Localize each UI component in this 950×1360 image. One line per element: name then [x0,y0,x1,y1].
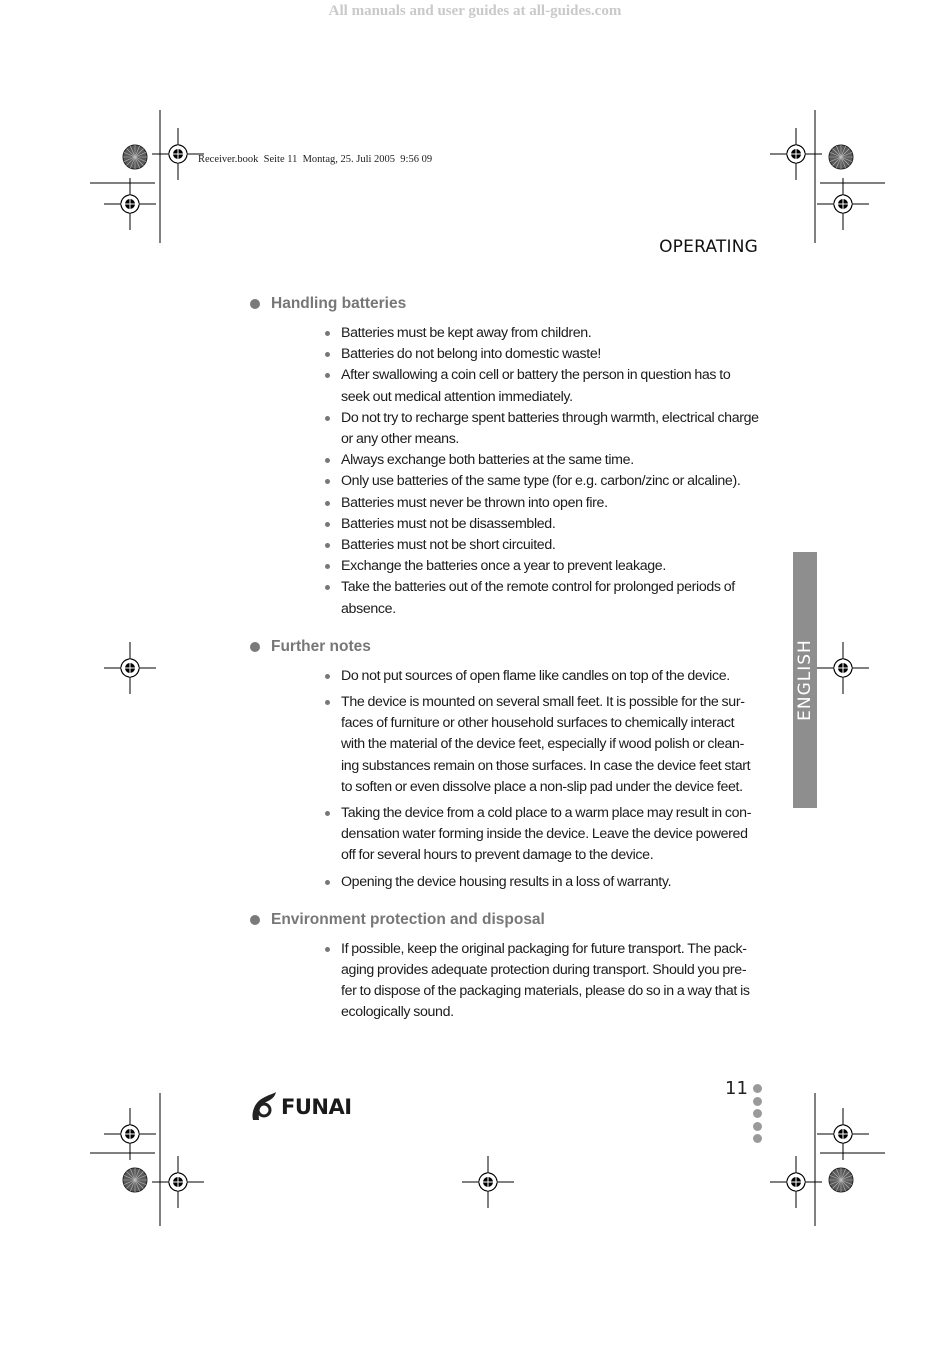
page-number: 11 [725,1078,748,1099]
section-heading [250,293,760,315]
bullet-icon [325,373,330,378]
bullet-icon [325,564,330,569]
language-tab [793,552,817,808]
heading-text: Handling batteries [271,295,407,312]
logo-text: FUNAI [281,1095,352,1119]
page-dots-decoration [753,1084,762,1147]
bullet-icon [325,501,330,506]
section-heading [250,909,760,931]
list-item: Exchange the batteries once a year to prevent leakage. [341,556,760,577]
list-item: After swallowing a coin cell or battery the person in question has to seek out medical attention immediately. [341,365,760,407]
section-handling-batteries [250,293,760,620]
bullet-icon [325,479,330,484]
section-title: OPERATING [659,237,758,257]
bullet-list [250,323,760,620]
book-info: Receiver.book Seite 11 Montag, 25. Juli 2005 9:56 09 [198,154,433,165]
bullet-icon [325,811,330,816]
list-item: Batteries must be kept away from children. [341,323,760,344]
list-item: Batteries must not be disassembled. [341,514,760,535]
list-item: Do not try to recharge spent batteries through warmth, electrical charge or any other means. [341,408,760,450]
list-item: Opening the device housing results in a loss of warranty. [341,872,760,893]
main-content [250,293,760,1040]
bullet-icon [325,674,330,679]
bullet-icon [325,700,330,705]
list-item: Always exchange both batteries at the same time. [341,450,760,471]
section-heading [250,636,760,658]
bullet-icon [325,947,330,952]
language-tab-label: ENGLISH [795,639,815,721]
bullet-icon [325,543,330,548]
list-item: Take the batteries out of the remote control for prolonged periods of absence. [341,577,760,619]
bullet-icon [325,880,330,885]
heading-text: Further notes [271,637,371,655]
heading-bullet-icon [250,642,260,652]
funai-logo-icon [249,1090,279,1124]
bullet-icon [325,331,330,336]
section-further-notes [250,636,760,893]
list-item: Batteries must not be short circuited. [341,535,760,556]
bullet-icon [325,522,330,527]
watermark: All manuals and user guides at all-guides.com [328,3,622,19]
bullet-icon [325,352,330,357]
list-item: Batteries do not belong into domestic waste! [341,344,760,365]
funai-logo [249,1090,352,1124]
bullet-icon [325,416,330,421]
list-item: Only use batteries of the same type (for e.g. carbon/zinc or alcaline). [341,471,760,492]
list-item: Taking the device from a cold place to a warm place may result in con-densation water forming inside the device. Leave the device powered off for several hours to prevent damage to the device. [341,803,760,867]
list-item: Batteries must never be thrown into open fire. [341,493,760,514]
heading-bullet-icon [250,915,260,925]
bullet-list [250,939,760,1024]
bullet-list [250,666,760,893]
bullet-icon [325,585,330,590]
section-environment [250,909,760,1024]
heading-bullet-icon [250,299,260,309]
bullet-icon [325,458,330,463]
list-item: The device is mounted on several small feet. It is possible for the sur-faces of furniture or other household surfaces to chemically interact with the material of the device feet, especially if wood polish or clean-ing substances remain on those surfaces. In case the device feet start to soften or even dissolve place a non-slip pad under the device feet. [341,692,760,798]
heading-text: Environment protection and disposal [271,910,545,928]
list-item: Do not put sources of open flame like candles on top of the device. [341,666,760,687]
list-item: If possible, keep the original packaging for future transport. The pack-aging provides adequate protection during transport. Should you pre-fer to dispose of the packaging materials, please do so in a way that is ecologically sound. [341,939,760,1024]
